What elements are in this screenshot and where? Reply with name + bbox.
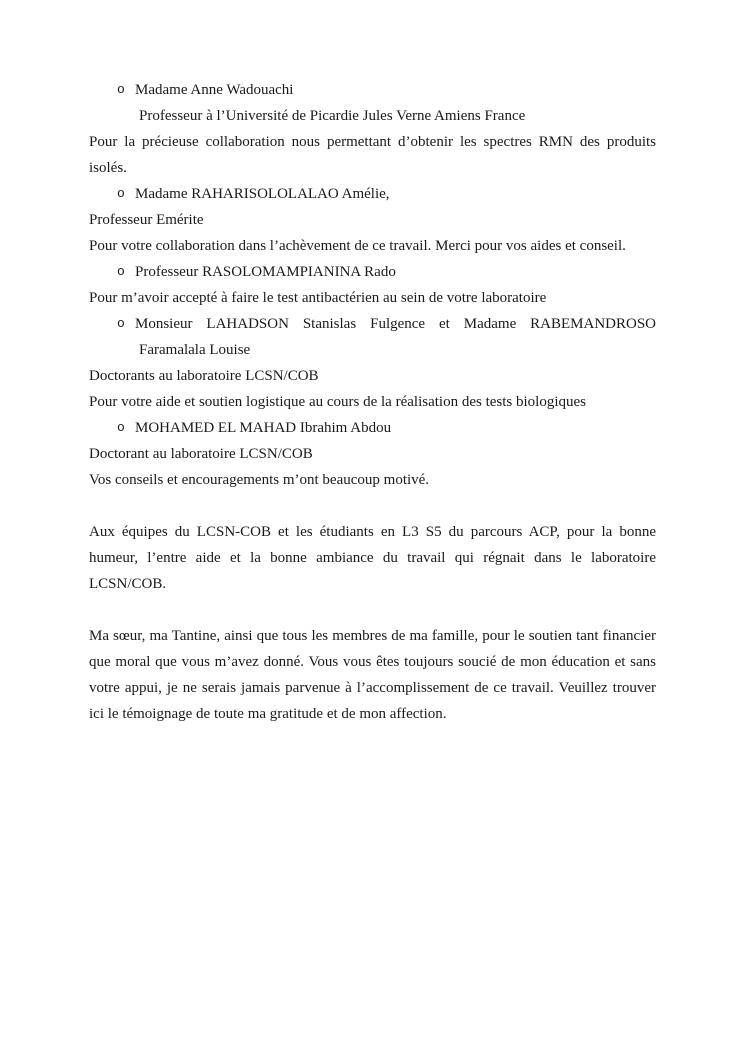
paragraph: Pour votre collaboration dans l’achèvement de ce travail. Merci pour vos aides et conseil.: [89, 238, 626, 254]
bullet-marker-icon: o: [117, 316, 125, 331]
bullet-marker-icon: o: [117, 186, 125, 201]
paragraph: Pour votre aide et soutien logistique au cours de la réalisation des tests biologiques: [89, 394, 586, 410]
paragraph: Doctorants au laboratoire LCSN/COB: [89, 368, 319, 384]
paragraph: Professeur Emérite: [89, 212, 204, 228]
paragraph: Pour m’avoir accepté à faire le test antibactérien au sein de votre laboratoire: [89, 290, 547, 306]
paragraph: Ma sœur, ma Tantine, ainsi que tous les membres de ma famille, pour le soutien tant financier que moral que vous m’avez donné. Vous vous êtes toujours soucié de mon éducation et sans votre appui, je ne serais jamais parvenue à l’accomplissement de ce travail. Veuillez trouver ici le témoignage de toute ma gratitude et de mon affection.: [89, 628, 656, 722]
bullet-item: [89, 311, 656, 363]
indented-line: Professeur à l’Université de Picardie Jules Verne Amiens France: [139, 108, 526, 124]
bullet-item: [89, 77, 656, 103]
bullet-item: [89, 259, 656, 285]
bullet-text: Monsieur LAHADSON Stanislas Fulgence et Madame RABEMANDROSO Faramalala Louise: [135, 316, 656, 358]
bullet-text: Professeur RASOLOMAMPIANINA Rado: [135, 264, 396, 280]
bullet-text: Madame Anne Wadouachi: [135, 82, 294, 98]
bullet-marker-icon: o: [117, 82, 125, 97]
bullet-item: [89, 415, 656, 441]
paragraph: Pour la précieuse collaboration nous permettant d’obtenir les spectres RMN des produits isolés.: [89, 134, 656, 176]
paragraph: Aux équipes du LCSN-COB et les étudiants en L3 S5 du parcours ACP, pour la bonne humeur, l’entre aide et la bonne ambiance du travail qui régnait dans le laboratoire LCSN/COB.: [89, 524, 656, 592]
bullet-text: Madame RAHARISOLOLALAO Amélie,: [135, 186, 390, 202]
bullet-text: MOHAMED EL MAHAD Ibrahim Abdou: [135, 420, 392, 436]
paragraph: Vos conseils et encouragements m’ont beaucoup motivé.: [89, 472, 430, 488]
paragraph: Doctorant au laboratoire LCSN/COB: [89, 446, 313, 462]
bullet-item: [89, 181, 656, 207]
bullet-marker-icon: o: [117, 420, 125, 435]
bullet-marker-icon: o: [117, 264, 125, 279]
